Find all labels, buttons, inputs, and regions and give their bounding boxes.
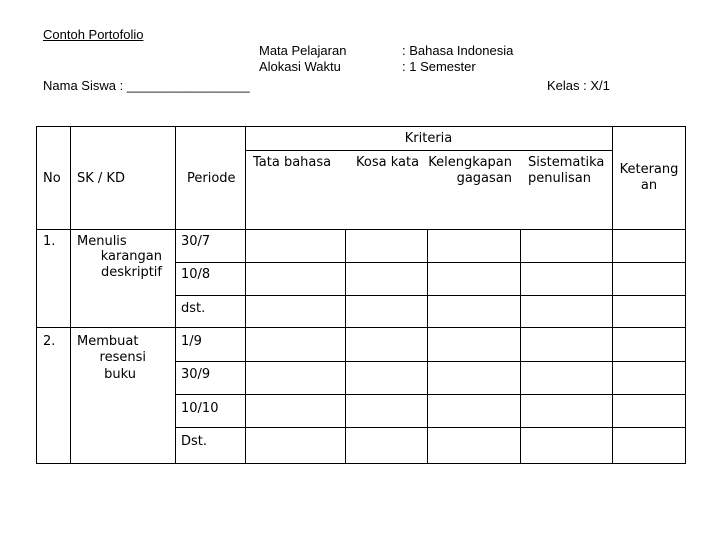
table-rule	[175, 361, 686, 362]
table-rule	[36, 229, 686, 230]
period-cell: 10/10	[181, 401, 219, 416]
table-rule	[175, 427, 686, 428]
table-rule	[36, 126, 37, 464]
table-rule	[175, 262, 686, 263]
table-rule	[245, 126, 246, 464]
column-header-sistematika: Sistematika	[528, 155, 605, 170]
table-rule	[70, 126, 71, 464]
table-rule	[520, 229, 521, 464]
sk-kd-line: Membuat	[77, 334, 139, 349]
column-header-keterangan-line2: an	[640, 178, 658, 193]
subject-label: Mata Pelajaran	[259, 43, 347, 58]
table-rule	[36, 463, 686, 464]
sk-kd-line: buku	[104, 367, 136, 382]
sk-kd-line: karangan	[100, 249, 162, 264]
row-number: 2.	[43, 334, 56, 349]
table-rule	[245, 150, 612, 151]
column-header-sistematika-line2: penulisan	[528, 171, 591, 186]
class-label: Kelas : X/1	[547, 78, 610, 93]
time-allocation-value: : 1 Semester	[402, 59, 476, 74]
table-rule	[427, 229, 428, 464]
subject-value: : Bahasa Indonesia	[402, 43, 514, 58]
column-header-kelengkapan: Kelengkapan	[428, 155, 512, 170]
student-name-label: Nama Siswa : _________________	[43, 78, 250, 93]
period-cell: Dst.	[181, 434, 208, 449]
period-cell: dst.	[181, 301, 206, 316]
table-rule	[175, 126, 176, 464]
table-rule	[345, 229, 346, 464]
sk-kd-line: deskriptif	[100, 265, 162, 280]
column-header-kelengkapan-line2: gagasan	[456, 171, 512, 186]
period-cell: 30/9	[181, 367, 211, 382]
column-header-tata-bahasa: Tata bahasa	[253, 155, 332, 170]
sk-kd-line: Menulis	[77, 234, 127, 249]
period-cell: 1/9	[181, 334, 202, 349]
criteria-header: Kriteria	[404, 131, 453, 146]
column-header-kosa-kata: Kosa kata	[356, 155, 420, 170]
row-number: 1.	[43, 234, 56, 249]
column-header-no: No	[43, 171, 61, 186]
table-rule	[36, 126, 686, 127]
table-rule	[175, 295, 686, 296]
column-header-periode: Periode	[187, 171, 236, 186]
table-rule	[685, 126, 686, 464]
period-cell: 30/7	[181, 234, 211, 249]
table-rule	[36, 327, 686, 328]
sk-kd-line: resensi	[99, 350, 146, 365]
period-cell: 10/8	[181, 267, 211, 282]
column-header-keterangan: Keterang	[619, 162, 679, 177]
table-rule	[175, 394, 686, 395]
page-title: Contoh Portofolio	[43, 27, 144, 42]
time-allocation-label: Alokasi Waktu	[259, 59, 341, 74]
column-header-sk-kd: SK / KD	[77, 171, 125, 186]
